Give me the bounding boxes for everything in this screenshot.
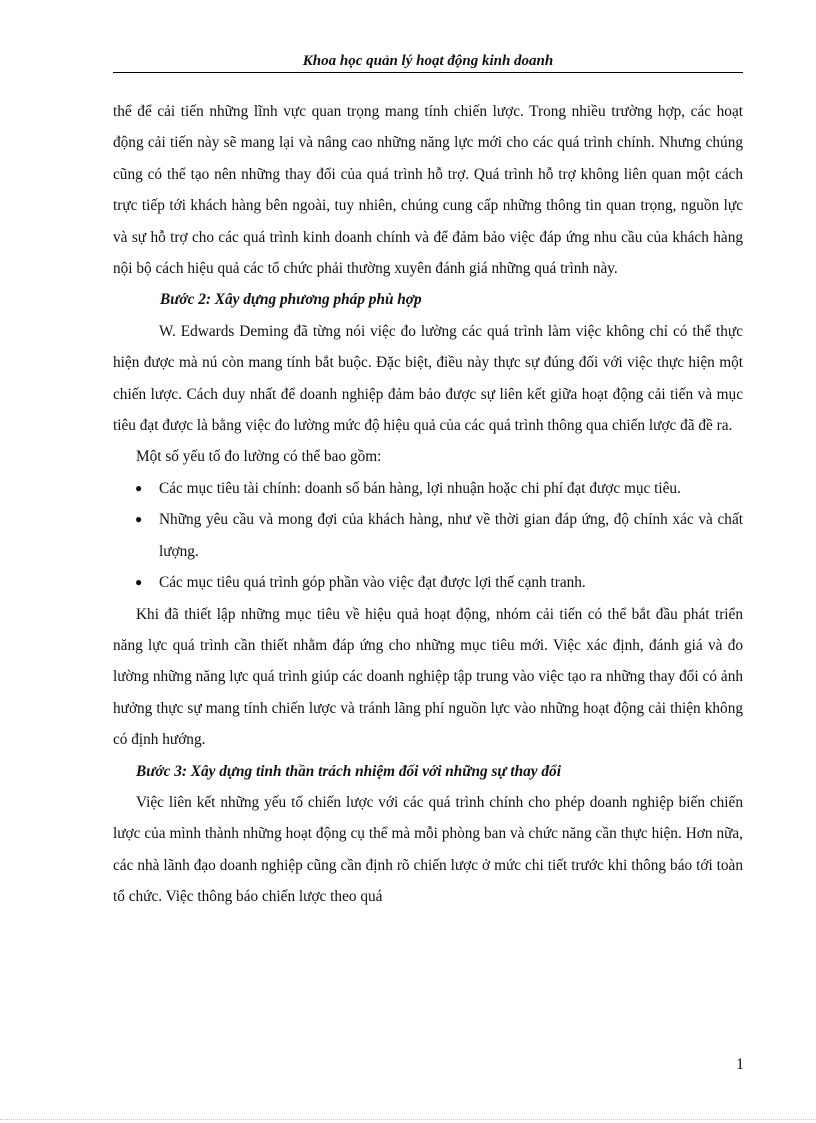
bullet-icon: ● — [135, 480, 143, 495]
bullet-icon: ● — [135, 575, 143, 590]
list-item-text: Các mục tiêu quá trình góp phần vào việc đạt được lợi thế cạnh tranh. — [159, 574, 586, 592]
body-content — [113, 96, 743, 913]
paragraph-performance-goals: Khi đã thiết lập những mục tiêu về hiệu quả hoạt động, nhóm cải tiến có thể bắt đầu phát triển năng lực quá trình cần thiết nhằm đáp ứng cho những mục tiêu mới. Việc xác định, đánh giá và đo lường những năng lực quá trình giúp các doanh nghiệp tập trung vào việc tạo ra những thay đổi có ảnh hưởng thực sự mang tính chiến lược và tránh lãng phí nguồn lực vào những hoạt động cải thiện không có định hướng. — [113, 605, 743, 749]
list-item-text: Những yêu cầu và mong đợi của khách hàng, như về thời gian đáp ứng, độ chính xác và chất lượng. — [159, 511, 743, 560]
paragraph-deming: W. Edwards Deming đã từng nói việc đo lường các quá trình làm việc không chỉ có thể thực hiện được mà nú còn mang tính bắt buộc. Đặc biệt, điều này thực sự đúng đối với việc thực hiện một chiến lược. Cách duy nhất để doanh nghiệp đảm bảo được sự liên kết giữa hoạt động cải tiến và mục tiêu đạt được là bằng việc đo lường mức độ hiệu quả của các quá trình thông qua chiến lược đã đề ra. — [113, 322, 743, 435]
list-item — [113, 473, 743, 504]
page-number: 1 — [736, 1056, 744, 1073]
paragraph-strategy-linking: Việc liên kết những yếu tố chiến lược với các quá trình chính cho phép doanh nghiệp biến chiến lược của mình thành những hoạt động cụ thể mà mỗi phòng ban và chức năng cần thực hiện. Hơn nữa, các nhà lãnh đạo doanh nghiệp cũng cần định rõ chiến lược ở mức chi tiết trước khi thông báo tới toàn tổ chức. Việc thông báo chiến lược theo quá — [113, 793, 743, 906]
paragraph-continuation: thể để cải tiến những lĩnh vực quan trọng mang tính chiến lược. Trong nhiều trường hợp, các hoạt động cải tiến này sẽ mang lại và nâng cao những năng lực mới cho các quá trình chính. Nhưng chúng cũng có thể tạo nên những thay đổi của quá trình hỗ trợ. Quá trình hỗ trợ không liên quan một cách trực tiếp tới khách hàng bên ngoài, tuy nhiên, chúng cung cấp những thông tin quan trọng, nguồn lực và sự hỗ trợ cho các quá trình kinh doanh chính và để đảm bảo việc đáp ứng nhu cầu của khách hàng nội bộ cách hiệu quả các tổ chức phải thường xuyên đánh giá những quá trình này. — [113, 103, 743, 278]
header-rule — [113, 72, 743, 73]
list-item — [113, 567, 743, 598]
bullet-icon: ● — [135, 512, 143, 527]
running-header: Khoa học quản lý hoạt động kinh doanh — [302, 53, 554, 69]
section-heading-step-3: Bước 3: Xây dựng tinh thần trách nhiệm đối với những sự thay đổi — [136, 762, 561, 780]
section-heading-step-2: Bước 2: Xây dựng phương pháp phù hợp — [160, 291, 422, 309]
page-bottom-edge — [0, 1119, 816, 1120]
paragraph-measures-intro: Một số yếu tố đo lường có thể bao gồm: — [136, 448, 382, 466]
list-item — [113, 504, 743, 567]
list-item-text: Các mục tiêu tài chính: doanh số bán hàng, lợi nhuận hoặc chi phí đạt được mục tiêu. — [159, 479, 681, 497]
measures-list — [113, 473, 743, 599]
